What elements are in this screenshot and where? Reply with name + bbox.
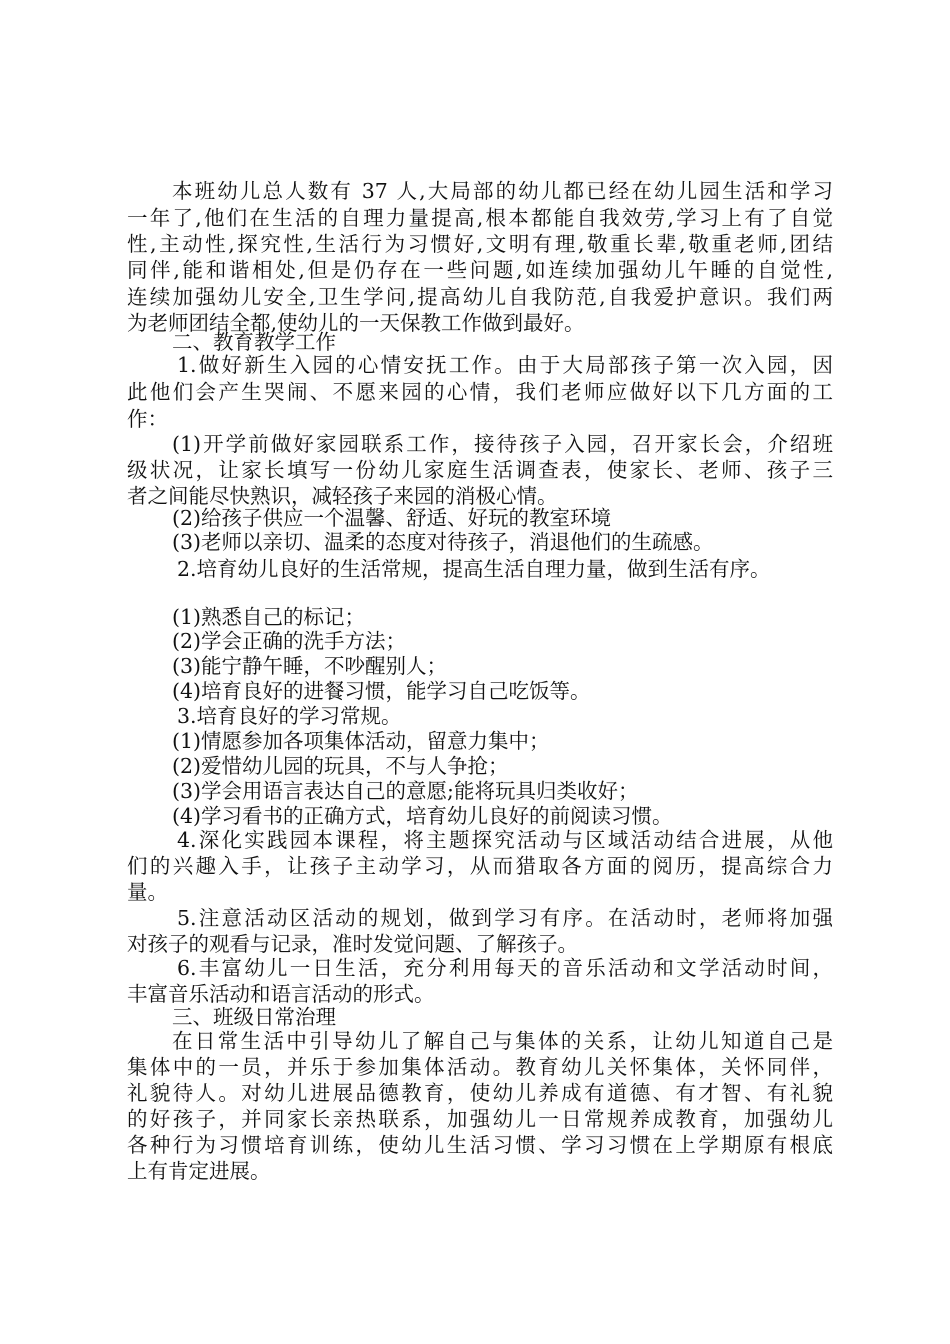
text-line: 们的兴趣入手，让孩子主动学习，从而猎取各方面的阅历，提高综合力 bbox=[127, 854, 833, 878]
text-line: 丰富音乐活动和语言活动的形式。 bbox=[127, 982, 435, 1006]
text-line: 对孩子的观看与记录，准时发觉问题、了解孩子。 bbox=[127, 932, 578, 956]
list-item: (3)学会用语言表达自己的意愿;能将玩具归类收好； bbox=[172, 779, 639, 803]
list-item: (1)情愿参加各项集体活动，留意力集中； bbox=[172, 729, 550, 753]
list-item: (3)能宁静午睡，不吵醒别人； bbox=[172, 654, 448, 678]
text-line: 6.丰富幼儿一日生活，充分利用每天的音乐活动和文学活动时间， bbox=[177, 956, 833, 980]
text-line: 级状况，让家长填写一份幼儿家庭生活调查表，使家长、老师、孩子三 bbox=[127, 458, 833, 482]
list-item: (2)学会正确的洗手方法； bbox=[172, 629, 407, 653]
text-line: 为老师团结全都,使幼儿的一天保教工作做到最好。 bbox=[127, 311, 585, 335]
text-line: 同伴,能和谐相处,但是仍存在一些问题,如连续加强幼儿午睡的自觉性, bbox=[127, 258, 833, 282]
section-heading: 二、教育教学工作 bbox=[172, 330, 336, 354]
text-line: 量。 bbox=[127, 880, 168, 904]
text-line: 在日常生活中引导幼儿了解自己与集体的关系，让幼儿知道自己是 bbox=[172, 1029, 833, 1053]
text-line: 的好孩子，并同家长亲热联系，加强幼儿一日常规养成教育，加强幼儿 bbox=[127, 1107, 833, 1131]
text-line: 1.做好新生入园的心情安抚工作。由于大局部孩子第一次入园，因 bbox=[177, 353, 833, 377]
list-item: (4)学习看书的正确方式，培育幼儿良好的前阅读习惯。 bbox=[172, 804, 673, 828]
text-line: 礼貌待人。对幼儿进展品德教育，使幼儿养成有道德、有才智、有礼貌 bbox=[127, 1081, 833, 1105]
text-line: 3.培育良好的学习常规。 bbox=[177, 704, 402, 728]
text-line: (3)老师以亲切、温柔的态度对待孩子，消退他们的生疏感。 bbox=[172, 530, 714, 554]
text-line: 本班幼儿总人数有 37 人,大局部的幼儿都已经在幼儿园生活和学习 bbox=[172, 179, 833, 203]
text-line: 4.深化实践园本课程，将主题探究活动与区域活动结合进展，从他 bbox=[177, 828, 833, 852]
text-line: (2)给孩子供应一个温馨、舒适、好玩的教室环境 bbox=[172, 506, 612, 530]
section-heading: 三、班级日常治理 bbox=[172, 1005, 336, 1029]
text-line: 集体中的一员，并乐于参加集体活动。教育幼儿关怀集体，关怀同伴， bbox=[127, 1055, 833, 1079]
text-line: 各种行为习惯培育训练，使幼儿生活习惯、学习习惯在上学期原有根底 bbox=[127, 1133, 833, 1157]
text-line: 作： bbox=[127, 407, 168, 431]
text-line: 上有肯定进展。 bbox=[127, 1159, 271, 1183]
list-item: (2)爱惜幼儿园的玩具，不与人争抢； bbox=[172, 754, 509, 778]
text-line: 5.注意活动区活动的规划，做到学习有序。在活动时，老师将加强 bbox=[177, 906, 833, 930]
list-item: (4)培育良好的进餐习惯，能学习自己吃饭等。 bbox=[172, 679, 591, 703]
text-line: 者之间能尽快熟识，减轻孩子来园的消极心情。 bbox=[127, 484, 558, 508]
text-line: 连续加强幼儿安全,卫生学问,提高幼儿自我防范,自我爱护意识。我们两 bbox=[127, 285, 833, 309]
text-line: 2.培育幼儿良好的生活常规，提高生活自理力量，做到生活有序。 bbox=[177, 557, 771, 581]
text-line: 性,主动性,探究性,生活行为习惯好,文明有理,敬重长辈,敬重老师,团结 bbox=[127, 232, 833, 256]
text-line: 一年了,他们在生活的自理力量提高,根本都能自我效劳,学习上有了自觉 bbox=[127, 206, 833, 230]
text-line: (1)开学前做好家园联系工作，接待孩子入园，召开家长会，介绍班 bbox=[172, 432, 833, 456]
list-item: (1)熟悉自己的标记； bbox=[172, 605, 366, 629]
text-line: 此他们会产生哭闹、不愿来园的心情，我们老师应做好以下几方面的工 bbox=[127, 380, 833, 404]
